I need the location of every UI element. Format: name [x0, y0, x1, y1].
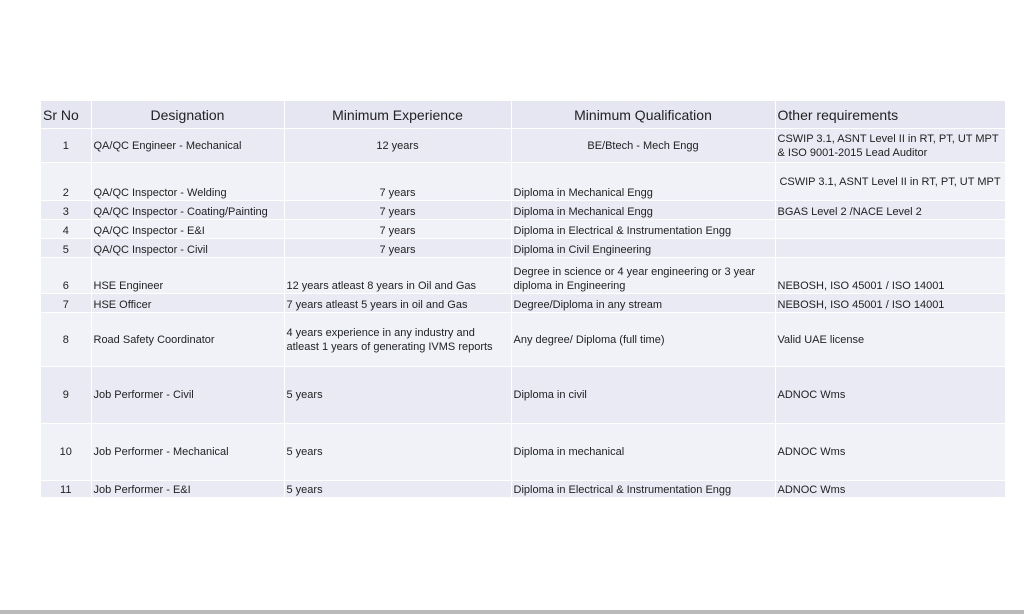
table-row: [41, 424, 1005, 481]
header-min-qualification: Minimum Qualification: [511, 101, 775, 129]
cell-qualification: Diploma in civil: [511, 367, 775, 424]
cell-sr: 9: [41, 367, 91, 424]
table-row: [41, 481, 1005, 498]
header-sr-no: Sr No: [41, 101, 91, 129]
cell-other: NEBOSH, ISO 45001 / ISO 14001: [775, 294, 1005, 313]
cell-designation: QA/QC Inspector - Coating/Painting: [91, 201, 284, 220]
cell-designation: HSE Engineer: [91, 258, 284, 294]
cell-sr: 1: [41, 129, 91, 163]
cell-experience: 5 years: [284, 367, 511, 424]
cell-designation: QA/QC Inspector - E&I: [91, 220, 284, 239]
cell-designation: Road Safety Coordinator: [91, 313, 284, 367]
cell-qualification: BE/Btech - Mech Engg: [511, 129, 775, 163]
cell-sr: 6: [41, 258, 91, 294]
table-row: [41, 367, 1005, 424]
cell-experience: 7 years atleast 5 years in oil and Gas: [284, 294, 511, 313]
cell-sr: 2: [41, 163, 91, 201]
table-row: [41, 163, 1005, 201]
cell-other: ADNOC Wms: [775, 424, 1005, 481]
cell-experience: 5 years: [284, 481, 511, 498]
cell-qualification: Diploma in Electrical & Instrumentation Engg: [511, 220, 775, 239]
cell-sr: 4: [41, 220, 91, 239]
cell-other: Valid UAE license: [775, 313, 1005, 367]
header-other-requirements: Other requirements: [775, 101, 1005, 129]
cell-designation: QA/QC Inspector - Welding: [91, 163, 284, 201]
table-row: [41, 313, 1005, 367]
cell-sr: 3: [41, 201, 91, 220]
table-row: [41, 201, 1005, 220]
cell-designation: QA/QC Engineer - Mechanical: [91, 129, 284, 163]
header-min-experience: Minimum Experience: [284, 101, 511, 129]
cell-qualification: Diploma in Electrical & Instrumentation Engg: [511, 481, 775, 498]
cell-other: [775, 239, 1005, 258]
cell-sr: 7: [41, 294, 91, 313]
cell-other: [775, 220, 1005, 239]
cell-experience: 7 years: [284, 239, 511, 258]
cell-experience: 7 years: [284, 201, 511, 220]
cell-sr: 11: [41, 481, 91, 498]
cell-qualification: Degree in science or 4 year engineering or 3 year diploma in Engineering: [511, 258, 775, 294]
cell-qualification: Degree/Diploma in any stream: [511, 294, 775, 313]
cell-experience: 7 years: [284, 163, 511, 201]
table-row: [41, 258, 1005, 294]
cell-sr: 10: [41, 424, 91, 481]
cell-sr: 8: [41, 313, 91, 367]
table-row: [41, 220, 1005, 239]
cell-other: CSWIP 3.1, ASNT Level II in RT, PT, UT MPT: [775, 163, 1005, 201]
cell-designation: Job Performer - E&I: [91, 481, 284, 498]
table-row: [41, 239, 1005, 258]
cell-other: NEBOSH, ISO 45001 / ISO 14001: [775, 258, 1005, 294]
cell-designation: QA/QC Inspector - Civil: [91, 239, 284, 258]
job-requirements-table: [41, 101, 1006, 498]
table-row: [41, 294, 1005, 313]
cell-sr: 5: [41, 239, 91, 258]
cell-designation: HSE Officer: [91, 294, 284, 313]
bottom-divider: [0, 610, 1024, 614]
cell-other: ADNOC Wms: [775, 367, 1005, 424]
cell-designation: Job Performer - Mechanical: [91, 424, 284, 481]
cell-qualification: Diploma in mechanical: [511, 424, 775, 481]
cell-experience: 7 years: [284, 220, 511, 239]
cell-qualification: Diploma in Civil Engineering: [511, 239, 775, 258]
cell-experience: 4 years experience in any industry and atleast 1 years of generating IVMS reports: [284, 313, 511, 367]
table-header-row: [41, 101, 1005, 129]
cell-other: BGAS Level 2 /NACE Level 2: [775, 201, 1005, 220]
cell-other: CSWIP 3.1, ASNT Level II in RT, PT, UT MPT & ISO 9001-2015 Lead Auditor: [775, 129, 1005, 163]
cell-qualification: Diploma in Mechanical Engg: [511, 163, 775, 201]
cell-qualification: Diploma in Mechanical Engg: [511, 201, 775, 220]
cell-other: ADNOC Wms: [775, 481, 1005, 498]
header-designation: Designation: [91, 101, 284, 129]
cell-experience: 12 years atleast 8 years in Oil and Gas: [284, 258, 511, 294]
cell-qualification: Any degree/ Diploma (full time): [511, 313, 775, 367]
cell-experience: 5 years: [284, 424, 511, 481]
table-row: [41, 129, 1005, 163]
cell-designation: Job Performer - Civil: [91, 367, 284, 424]
cell-experience: 12 years: [284, 129, 511, 163]
